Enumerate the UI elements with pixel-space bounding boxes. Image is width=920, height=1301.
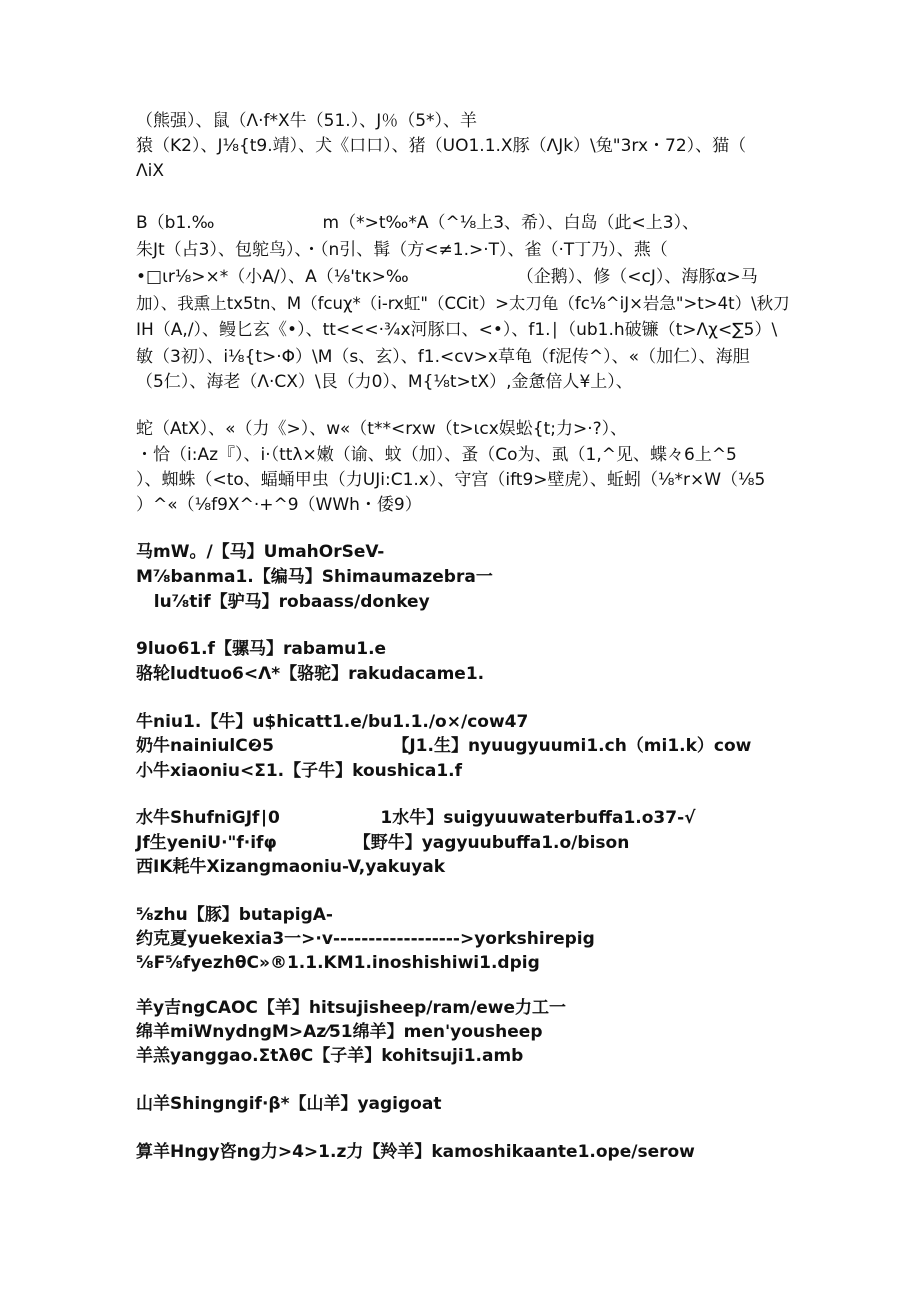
text-line: （5仁）、海老（Λ·CX）\艮（力0）、M{⅛t>tX）,金惫倍人¥上）、	[136, 372, 633, 392]
vocab-line: lu⅞tif【驴马】robaass/donkey	[136, 592, 430, 612]
vocab-line: 牛niu1.【牛】u$hicatt1.e/bu1.1./o×/cow47	[136, 712, 529, 732]
text-line: ）^«（⅛f9X^·+^9（WWh・倭9）	[136, 495, 422, 515]
vocab-line: ⅝F⅝fyezhθC»®1.1.KM1.inoshishiwi1.dpig	[136, 953, 540, 973]
text-line: B（b1.‰ m（*>t‰*A（^⅛上3、希）、白岛（此<上3）、	[136, 213, 700, 233]
text-line: （熊强）、鼠（Λ·f*X牛（51.）、J％（5*）、羊	[136, 111, 478, 131]
text-line: 蛇（AtX）、«（力《>）、w«（t**<rxw（t>ιcx娱蚣{t;力>·?）、	[136, 419, 628, 439]
vocab-line: 算羊Hngy咨ng力>4>1.z力【羚羊】kamoshikaante1.ope/serow	[136, 1142, 695, 1162]
vocab-line: 西IK耗牛Xizangmaoniu-V,yakuyak	[136, 857, 446, 877]
text-line: 敏（3初）、i⅛{t>·Φ）\M（s、玄）、f1.<cv>x草龟（f泥传^）、«（加仁）、海胆	[136, 347, 750, 367]
vocab-line: 马mW。/【马】UmahOrSeV-	[136, 542, 385, 562]
vocab-line: 羊y吉ngCAOC【羊】hitsujisheep/ram/ewe力工一	[136, 998, 567, 1018]
vocab-line: 奶牛nainiulC❷5 【J1.生】nyuugyuumi1.ch（mi1.k）cow	[136, 736, 752, 756]
text-line: ）、蜘蛛（<to、蝠蛹甲虫（力UJi:C1.x）、守宫（ift9>壁虎）、蚯蚓（⅛*r×W（⅛5	[136, 470, 766, 490]
vocab-line: ⅝zhu【豚】butapigA-	[136, 905, 333, 925]
text-line: •□ιr⅛>×*（小A/）、A（⅛'tκ>‰ （企鹅）、修（<cJ）、海豚α>马	[136, 267, 758, 287]
text-line: IH（A,/）、鳗匕玄《•）、tt<<<·¾x河豚口、<•）、f1.∣（ub1.h破镰（t>Λχ<∑5）\	[136, 320, 778, 340]
vocab-line: M⅞banma1.【编马】Shimaumazebra一	[136, 567, 493, 587]
vocab-line: 约克夏yuekexia3一>·v------------------>yorkshirepig	[136, 929, 595, 949]
text-line: ・恰（i:Az『）、i·（ttλ×嫩（谕、蚊（加）、蚤（Co为、虱（1,^见、蝶々6上^5	[136, 445, 737, 465]
vocab-line: 绵羊miWnydngM>Az⁄51绵羊】men'yousheep	[136, 1022, 543, 1042]
vocab-line: 小牛xiaoniu<Σ1.【子牛】koushica1.f	[136, 761, 463, 781]
vocab-line: 羊羔yanggao.ΣtλθC【子羊】kohitsuji1.amb	[136, 1046, 524, 1066]
text-line: 加）、我熏上tx5tn、M（fcuχ*（i-rx虹"（CCit）>太刀龟（fc⅛^iJ×岩急">t>4t）\秋刀	[136, 294, 790, 313]
text-line: ΛiX	[136, 161, 164, 181]
text-line: 猿（K2）、J⅛{t9.靖）、犬《口口）、猪（UO1.1.X豚（ΛJk）\兔"3rx・72）、猫（	[136, 136, 747, 156]
text-line: 朱Jt（占3）、包鸵鸟）、・（n引、髯（方<≠1.>·T）、雀（·T丁乃）、燕（	[136, 240, 668, 260]
vocab-line: 山羊Shingngif·β*【山羊】yagigoat	[136, 1094, 442, 1114]
vocab-line: 水牛ShufniGJf∣0 1水牛】suigyuuwaterbuffa1.o37-√	[136, 808, 696, 828]
vocab-line: 9luo61.f【骡马】rabamu1.e	[136, 639, 387, 659]
vocab-line: Jf生yeniU·"f·ifφ 【野牛】yagyuubuffa1.o/bison	[136, 833, 630, 853]
vocab-line: 骆轮ludtuo6<Λ*【骆驼】rakudacame1.	[136, 664, 485, 684]
